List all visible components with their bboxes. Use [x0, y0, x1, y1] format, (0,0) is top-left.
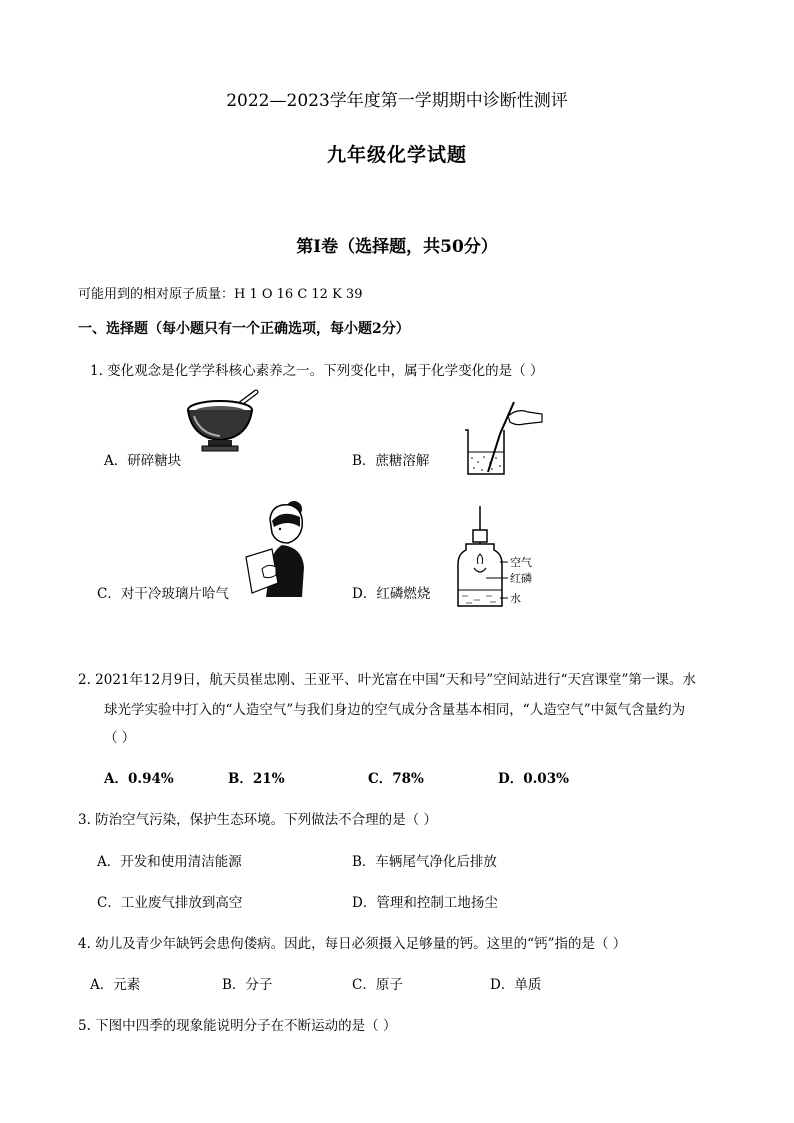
question-2-stem-line1: 2. 2021年12月9日，航天员崔忠刚、王亚平、叶光富在中国“天和号”空间站进行“天宫课堂”第一课。水	[78, 672, 696, 688]
question-1-option-b: B．蔗糖溶解	[352, 453, 430, 469]
question-2-option-a: A．0.94%	[104, 771, 174, 787]
beaker-stirring-figure	[462, 400, 548, 478]
question-3-option-c: C．工业废气排放到高空	[97, 895, 243, 911]
question-1-option-d: D．红磷燃烧	[352, 586, 431, 602]
question-4-option-b: B．分子	[222, 977, 273, 993]
question-4-option-c: C．原子	[352, 977, 403, 993]
question-3-option-a: A．开发和使用清洁能源	[97, 854, 242, 870]
question-2-stem-line2: 球光学实验中打入的“人造空气”与我们身边的空气成分含量基本相同，“人造空气”中氮气含量约为	[104, 702, 686, 718]
question-1-stem: 1. 变化观念是化学学科核心素养之一。下列变化中，属于化学变化的是（ ）	[90, 363, 544, 379]
phosphorus-combustion-figure	[456, 506, 552, 610]
question-1-option-a: A．研碎糖块	[104, 453, 182, 469]
question-2-option-d: D．0.03%	[498, 771, 569, 787]
question-2-option-c: C．78%	[368, 771, 424, 787]
question-2-stem-line3: （ ）	[104, 730, 136, 746]
mortar-pestle-figure	[182, 386, 262, 452]
exam-title: 2022—2023学年度第一学期期中诊断性测评	[226, 91, 568, 111]
question-1-option-c: C．对干冷玻璃片哈气	[97, 586, 229, 602]
question-3-stem: 3. 防治空气污染，保护生态环境。下列做法不合理的是（ ）	[78, 812, 437, 828]
girl-breathing-figure	[242, 497, 310, 601]
question-4-stem: 4. 幼儿及青少年缺钙会患佝偻病。因此，每日必须摄入足够量的钙。这里的“钙”指的是（ ）	[78, 936, 627, 952]
question-2-option-b: B．21%	[228, 771, 285, 787]
phosphorus-label: 红磷	[510, 572, 532, 585]
air-label: 空气	[510, 556, 532, 569]
part-heading: 第I卷（选择题，共50分）	[296, 237, 498, 257]
question-4-option-a: A．元素	[90, 977, 141, 993]
water-label: 水	[510, 592, 521, 605]
question-4-option-d: D．单质	[490, 977, 542, 993]
question-5-stem: 5. 下图中四季的现象能说明分子在不断运动的是（ ）	[78, 1018, 397, 1034]
question-3-option-d: D．管理和控制工地扬尘	[352, 895, 498, 911]
section-heading: 一、选择题（每小题只有一个正确选项，每小题2分）	[78, 321, 410, 337]
question-3-option-b: B．车辆尾气净化后排放	[352, 854, 497, 870]
atomic-mass-note: 可能用到的相对原子质量：H 1 O 16 C 12 K 39	[78, 287, 363, 302]
subject-title: 九年级化学试题	[326, 144, 467, 166]
